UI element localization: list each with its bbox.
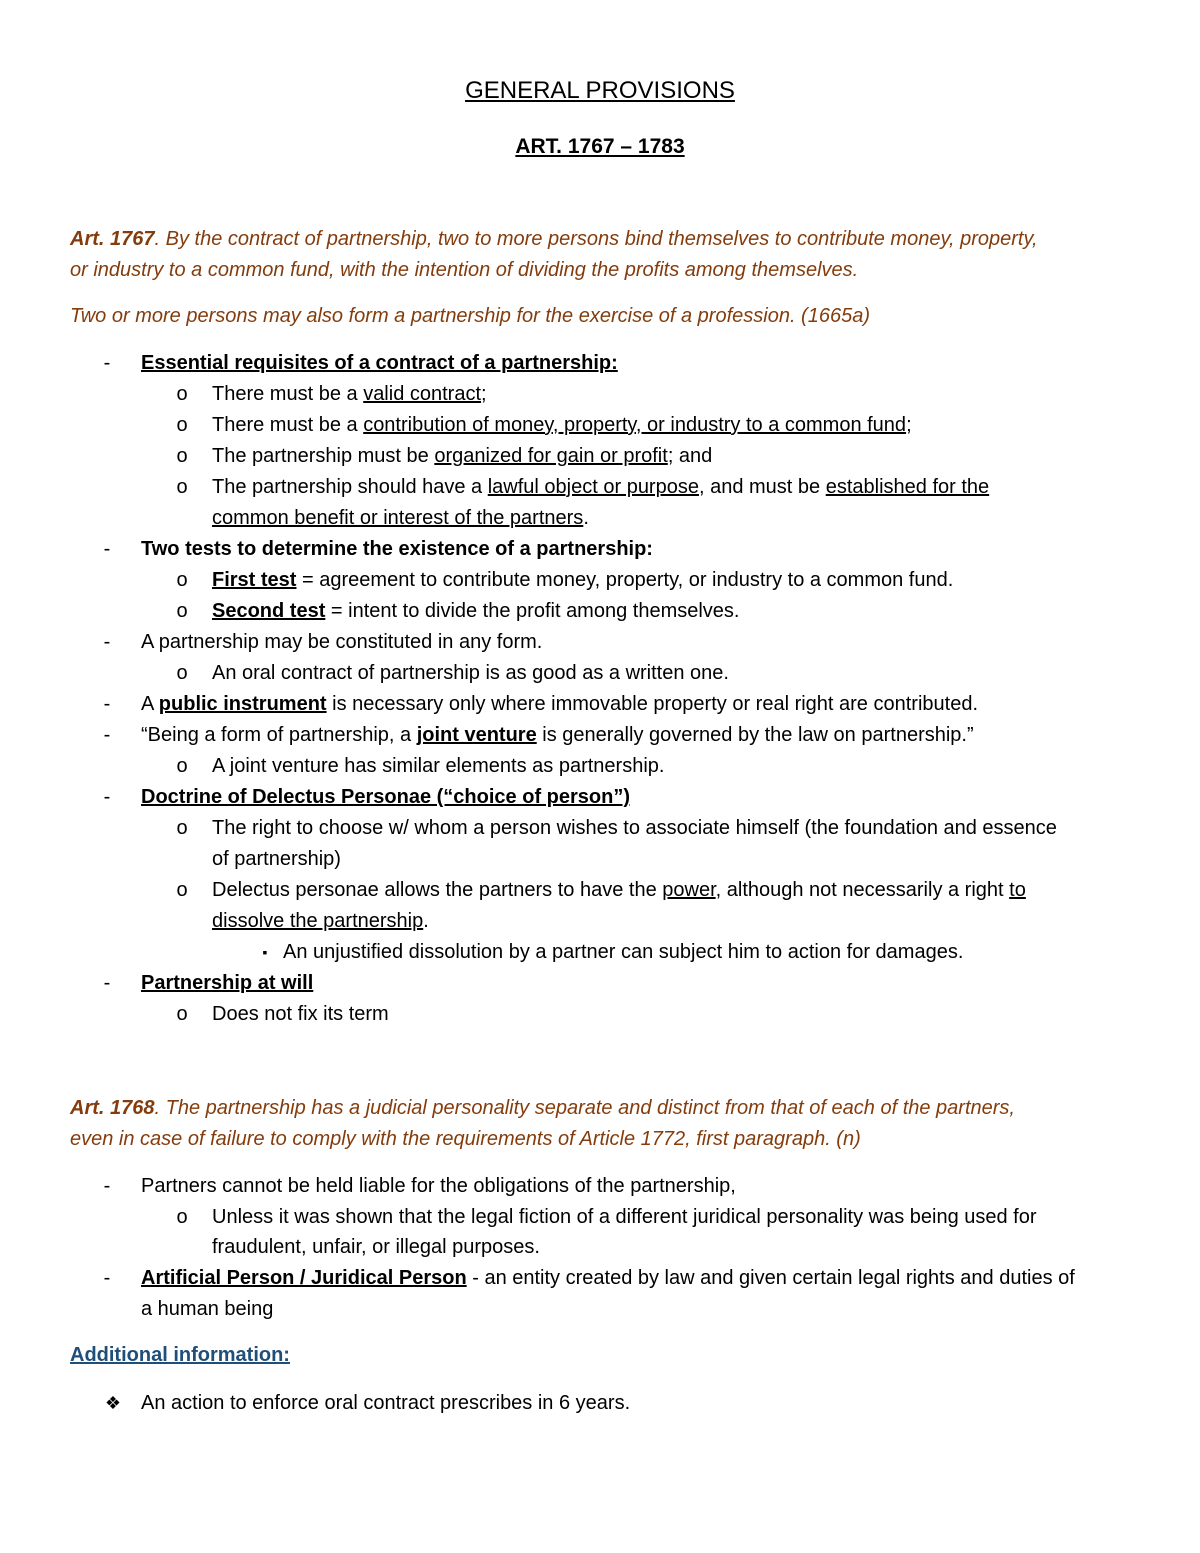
art1767-line1: Art. 1767. By the contract of partnership, two to more persons bind themselves to contribute money, property,	[70, 228, 1038, 250]
requisite-item: There must be a valid contract;	[212, 383, 487, 405]
circle-bullet: o	[176, 755, 188, 777]
circle-bullet: o	[176, 1003, 188, 1025]
circle-bullet: o	[176, 1206, 188, 1228]
dash-bullet: -	[103, 352, 111, 374]
artificial-person-item: Artificial Person / Juridical Person - an entity created by law and given certain legal rights and duties of	[141, 1267, 1075, 1289]
circle-bullet: o	[176, 879, 188, 901]
dash-bullet: -	[103, 693, 111, 715]
diamond-bullet-icon: ❖	[104, 1393, 122, 1413]
document-title: GENERAL PROVISIONS	[465, 77, 735, 104]
dash-bullet: -	[103, 972, 111, 994]
square-bullet: ▪	[262, 944, 268, 960]
additional-info-item: An action to enforce oral contract prescribes in 6 years.	[141, 1392, 631, 1414]
dash-bullet: -	[103, 786, 111, 808]
requisite-item: The partnership must be organized for gain or profit; and	[212, 445, 713, 467]
document-subtitle: ART. 1767 – 1783	[515, 135, 685, 158]
circle-bullet: o	[176, 569, 188, 591]
art1768-line2: even in case of failure to comply with the requirements of Article 1772, first paragraph. (n)	[70, 1128, 861, 1150]
delectus-item-continued: dissolve the partnership.	[212, 910, 429, 932]
liability-sub-item-continued: fraudulent, unfair, or illegal purposes.	[212, 1236, 540, 1258]
art1767-number: Art. 1767	[70, 228, 155, 250]
dissolution-item: An unjustified dissolution by a partner can subject him to action for damages.	[283, 941, 964, 963]
circle-bullet: o	[176, 600, 188, 622]
dash-bullet: -	[103, 1175, 111, 1197]
requisite-item: There must be a contribution of money, property, or industry to a common fund;	[212, 414, 912, 436]
first-test-item: First test = agreement to contribute money, property, or industry to a common fund.	[212, 569, 954, 591]
oral-contract-item: An oral contract of partnership is as good as a written one.	[212, 662, 729, 684]
art1768-number: Art. 1768	[70, 1097, 155, 1119]
dash-bullet: -	[103, 1267, 111, 1289]
delectus-item: The right to choose w/ whom a person wishes to associate himself (the foundation and essence	[212, 817, 1057, 839]
delectus-item-continued: of partnership)	[212, 848, 341, 870]
dash-bullet: -	[103, 538, 111, 560]
circle-bullet: o	[176, 383, 188, 405]
dash-bullet: -	[103, 631, 111, 653]
art1768-line1: Art. 1768. The partnership has a judicial personality separate and distinct from that of each of the partners,	[70, 1097, 1015, 1119]
requisite-item: The partnership should have a lawful object or purpose, and must be established for the	[212, 476, 990, 498]
public-instrument-item: A public instrument is necessary only where immovable property or real right are contributed.	[141, 693, 978, 715]
art1767-line2: or industry to a common fund, with the intention of dividing the profits among themselves.	[70, 259, 859, 281]
dash-bullet: -	[103, 724, 111, 746]
liability-sub-item: Unless it was shown that the legal fiction of a different juridical personality was being used for	[212, 1206, 1037, 1228]
joint-venture-sub-item: A joint venture has similar elements as partnership.	[212, 755, 665, 777]
art1767-paragraph2: Two or more persons may also form a partnership for the exercise of a profession. (1665a)	[70, 305, 870, 327]
artificial-person-item-continued: a human being	[141, 1298, 274, 1320]
additional-info-heading: Additional information:	[70, 1344, 290, 1366]
partnership-at-will-heading: Partnership at will	[141, 972, 314, 994]
delectus-item: Delectus personae allows the partners to have the power, although not necessarily a right to	[212, 879, 1026, 901]
second-test-item: Second test = intent to divide the profit among themselves.	[212, 600, 740, 622]
circle-bullet: o	[176, 817, 188, 839]
requisite-item-continued: common benefit or interest of the partners.	[212, 507, 589, 529]
at-will-sub-item: Does not fix its term	[212, 1003, 389, 1025]
essential-requisites-heading: Essential requisites of a contract of a partnership:	[141, 352, 618, 374]
joint-venture-item: “Being a form of partnership, a joint venture is generally governed by the law on partnership.”	[141, 724, 974, 746]
any-form-item: A partnership may be constituted in any form.	[141, 631, 543, 653]
circle-bullet: o	[176, 445, 188, 467]
delectus-personae-heading: Doctrine of Delectus Personae (“choice of person”)	[141, 786, 630, 808]
circle-bullet: o	[176, 476, 188, 498]
circle-bullet: o	[176, 414, 188, 436]
liability-item: Partners cannot be held liable for the obligations of the partnership,	[141, 1175, 736, 1197]
two-tests-heading: Two tests to determine the existence of a partnership:	[141, 538, 653, 560]
circle-bullet: o	[176, 662, 188, 684]
